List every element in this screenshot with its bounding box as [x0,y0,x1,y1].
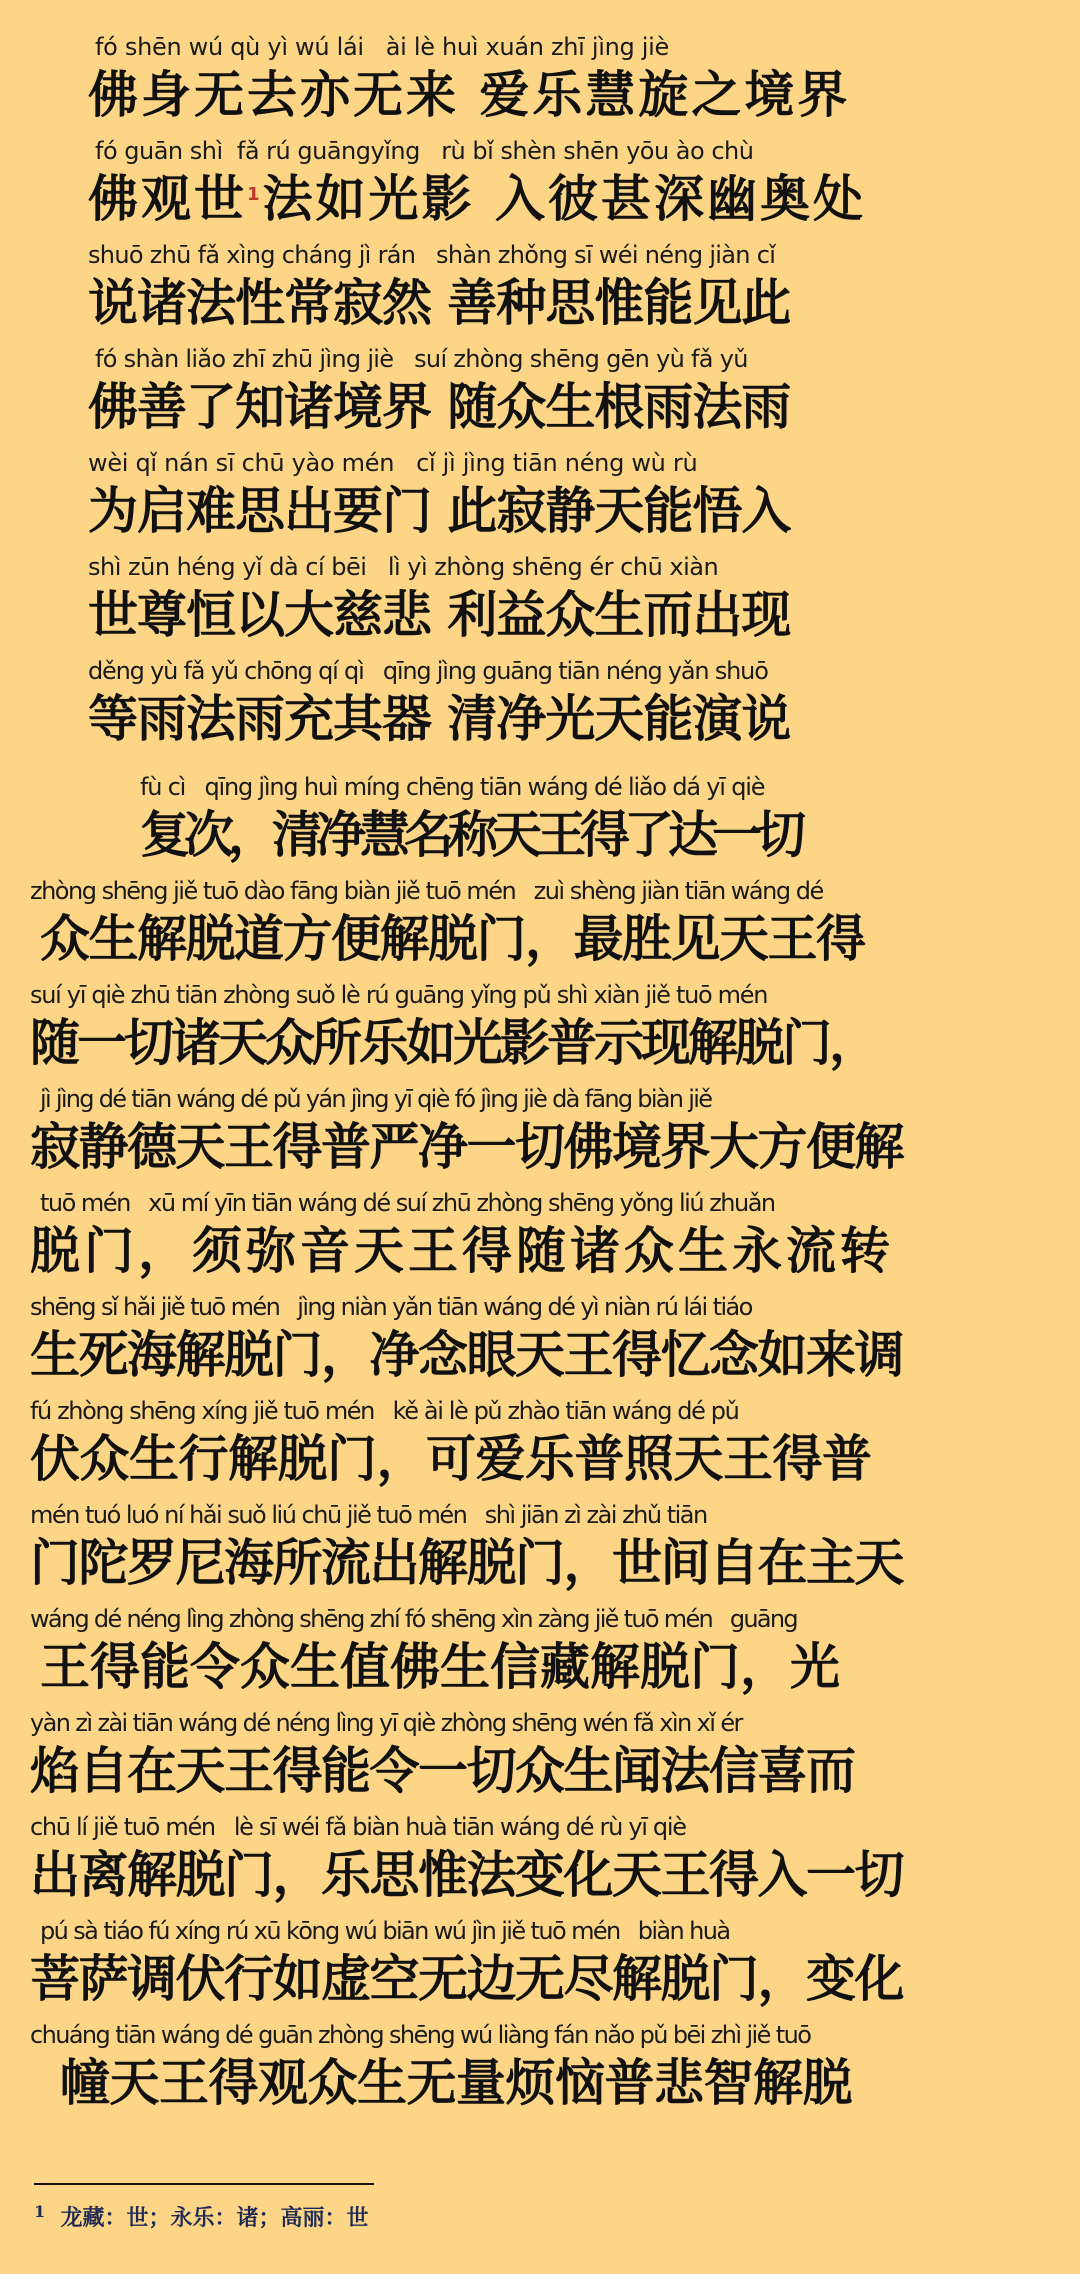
footnote [34,2198,1034,2238]
prose-line-5 [0,1186,1080,1290]
hanzi-row: 伏众生行解脱门，可爱乐普照天王得普 [30,1430,872,1488]
hanzi-row: 随一切诸天众所乐如光影普示现解脱门， [30,1014,876,1072]
pinyin-row: fú zhòng shēng xíng jiě tuō mén kě ài lè pǔ zhào tiān wáng dé pǔ [30,1397,739,1425]
prose-line-1 [0,770,1080,874]
pinyin-row: fó guān shì fǎ rú guāngyǐng rù bǐ shèn shēn yōu ào chù [95,137,754,165]
hanzi-segment: 法如光影 入彼甚深幽奥处 [262,170,866,228]
pinyin-row: fó shàn liǎo zhī zhū jìng jiè suí zhòng shēng gēn yù fǎ yǔ [95,345,748,373]
verse-line-6 [0,550,1080,654]
hanzi-row: 众生解脱道方便解脱门，最胜见天王得 [40,910,865,968]
prose-line-6 [0,1290,1080,1394]
prose-line-12 [0,1914,1080,2018]
hanzi-row: 复次，清净慧名称天王得了达一切 [140,806,800,864]
footnote-mark: 1 [34,2202,46,2221]
hanzi-row: 门陀罗尼海所流出解脱门，世间自在主天 [30,1534,903,1592]
pinyin-row: mén tuó luó ní hǎi suǒ liú chū jiě tuō mén shì jiān zì zài zhǔ tiān [30,1501,707,1529]
hanzi-row: 世尊恒以大慈悲 利益众生而出现 [88,586,791,644]
hanzi-row: 等雨法雨充其器 清净光天能演说 [88,690,791,748]
pinyin-row: wèi qǐ nán sī chū yào mén cǐ jì jìng tiān néng wù rù [88,449,698,477]
hanzi-row: 幢天王得观众生无量烦恼普悲智解脱 [60,2054,852,2112]
pinyin-row: chū lí jiě tuō mén lè sī wéi fǎ biàn huà tiān wáng dé rù yī qiè [30,1813,686,1841]
hanzi-row: 佛身无去亦无来 爱乐慧旋之境界 [88,66,851,124]
verse-line-7 [0,654,1080,758]
pinyin-row: fó shēn wú qù yì wú lái ài lè huì xuán zhī jìng jiè [95,33,669,61]
pinyin-row: děng yù fǎ yǔ chōng qí qì qīng jìng guāng tiān néng yǎn shuō [88,657,768,685]
verse-line-1 [0,30,1080,134]
prose-line-11 [0,1810,1080,1914]
prose-line-8 [0,1498,1080,1602]
pinyin-row: suí yī qiè zhū tiān zhòng suǒ lè rú guāng yǐng pǔ shì xiàn jiě tuō mén [30,981,768,1009]
verse-line-5 [0,446,1080,550]
prose-line-10 [0,1706,1080,1810]
pinyin-row: yàn zì zài tiān wáng dé néng lìng yī qiè zhòng shēng wén fǎ xìn xǐ ér [30,1709,742,1737]
prose-line-4 [0,1082,1080,1186]
pinyin-row: jì jìng dé tiān wáng dé pǔ yán jìng yī qiè fó jìng jiè dà fāng biàn jiě [40,1085,712,1113]
verse-line-3 [0,238,1080,342]
hanzi-row: 寂静德天王得普严净一切佛境界大方便解 [30,1118,903,1176]
hanzi-row: 为启难思出要门 此寂静天能悟入 [88,482,791,540]
pinyin-row: shēng sǐ hǎi jiě tuō mén jìng niàn yǎn tiān wáng dé yì niàn rú lái tiáo [30,1293,752,1321]
verse-line-4 [0,342,1080,446]
hanzi-segment: 佛观世 [88,170,247,228]
prose-line-2 [0,874,1080,978]
prose-line-7 [0,1394,1080,1498]
pinyin-row: zhòng shēng jiě tuō dào fāng biàn jiě tuō mén zuì shèng jiàn tiān wáng dé [30,877,823,905]
footnote-reference-mark: 1 [247,184,263,205]
pinyin-row: shuō zhū fǎ xìng cháng jì rán shàn zhǒng sī wéi néng jiàn cǐ [88,241,776,269]
pinyin-row: tuō mén xū mí yīn tiān wáng dé suí zhū zhòng shēng yǒng liú zhuǎn [40,1189,775,1217]
hanzi-row: 说诸法性常寂然 善种思惟能见此 [88,274,791,332]
pinyin-row: pú sà tiáo fú xíng rú xū kōng wú biān wú jìn jiě tuō mén biàn huà [40,1917,730,1945]
prose-line-3 [0,978,1080,1082]
pinyin-row: wáng dé néng lìng zhòng shēng zhí fó shēng xìn zàng jiě tuō mén guāng [30,1605,797,1633]
prose-line-9 [0,1602,1080,1706]
pinyin-row: fù cì qīng jìng huì míng chēng tiān wáng dé liǎo dá yī qiè [140,773,765,801]
footnote-divider [34,2183,374,2185]
hanzi-row: 菩萨调伏行如虚空无边无尽解脱门，变化 [30,1950,903,2008]
hanzi-row: 焰自在天王得能令一切众生闻法信喜而 [30,1742,855,1800]
hanzi-row: 生死海解脱门，净念眼天王得忆念如来调 [30,1326,903,1384]
pinyin-row: shì zūn héng yǐ dà cí bēi lì yì zhòng shēng ér chū xiàn [88,553,719,581]
hanzi-row: 佛善了知诸境界 随众生根雨法雨 [88,378,791,436]
hanzi-row: 脱门，须弥音天王得随诸众生永流转 [30,1222,894,1280]
footnote-text: 龙藏：世；永乐：诸；高丽：世 [60,2205,369,2231]
pinyin-row: chuáng tiān wáng dé guān zhòng shēng wú liàng fán nǎo pǔ bēi zhì jiě tuō [30,2021,811,2049]
prose-line-13 [0,2018,1080,2122]
hanzi-row [0,168,1080,230]
verse-line-2 [0,134,1080,238]
hanzi-row: 出离解脱门，乐思惟法变化天王得入一切 [30,1846,903,1904]
hanzi-row: 王得能令众生值佛生信藏解脱门，光 [40,1638,840,1696]
